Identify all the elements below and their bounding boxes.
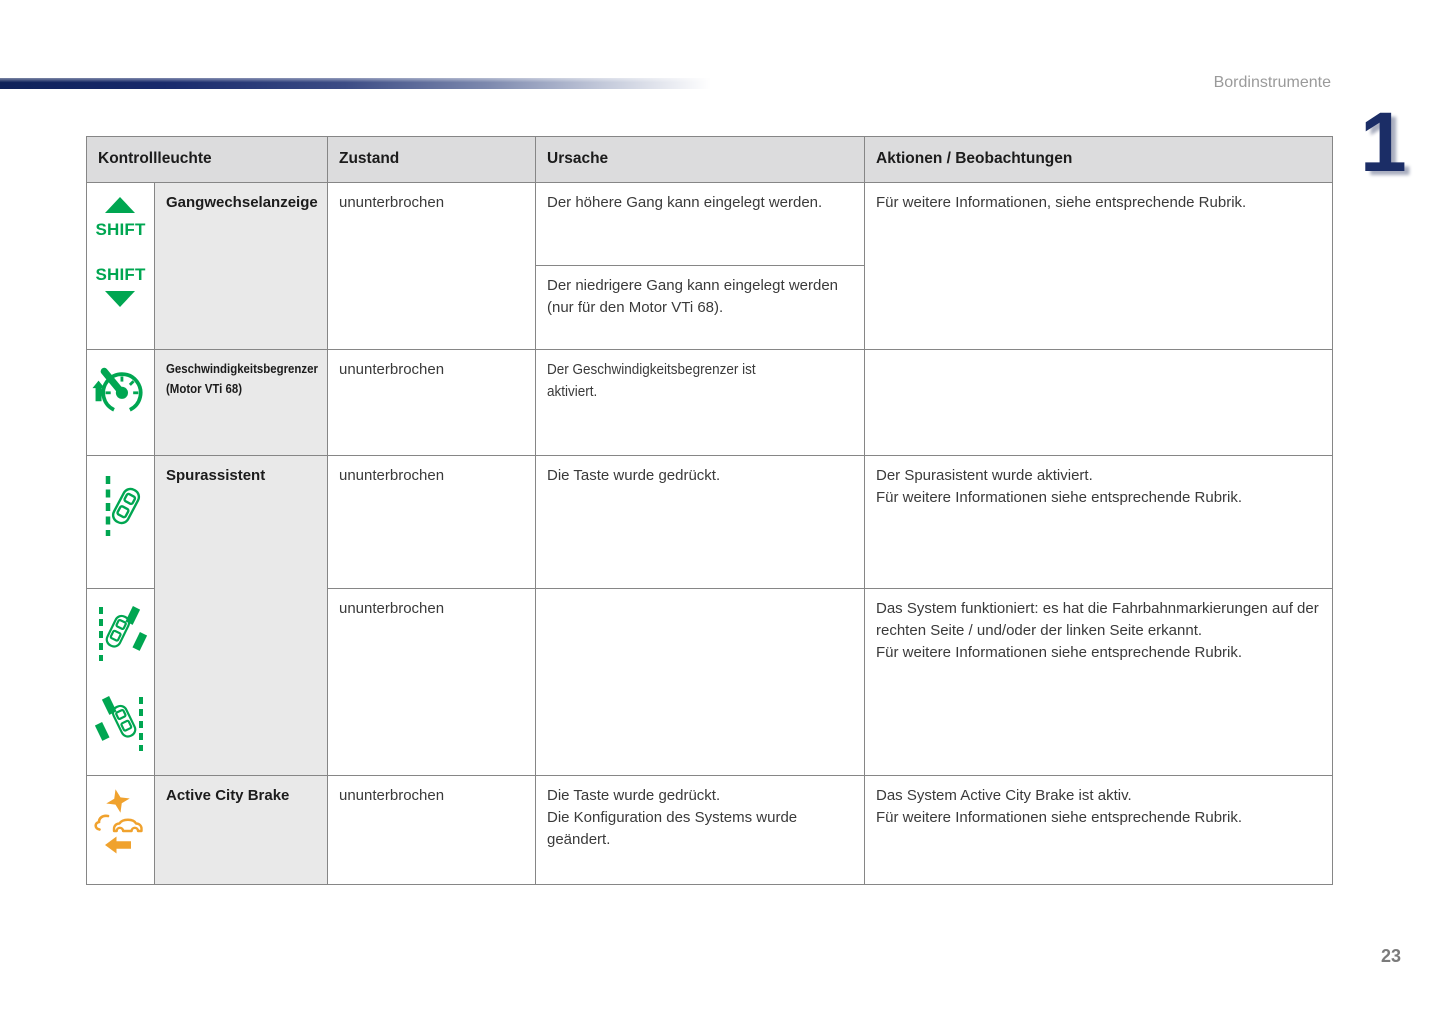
lane-departure-left-icon: [95, 691, 147, 757]
state-cell: ununterbrochen: [328, 589, 536, 776]
state-cell: ununterbrochen: [328, 183, 536, 350]
collision-mitigation-icon: [94, 788, 148, 856]
table-row: [87, 456, 155, 589]
shift-down-arrow-icon: [105, 291, 135, 307]
indicator-name: Gangwechselanzeige: [155, 183, 328, 350]
lane-assist-car-icon: [101, 468, 141, 544]
header-gradient-bar: [0, 78, 718, 89]
actions-cell: Das System Active City Brake ist aktiv. Für weitere Informationen siehe entsprechende Rubrik.: [865, 776, 1333, 885]
indicator-name: Active City Brake: [155, 776, 328, 885]
cause-cell: Die Taste wurde gedrückt.: [536, 456, 865, 589]
column-header-state: Zustand: [328, 137, 536, 183]
table-row: [87, 776, 155, 885]
gear-shift-indicator-icon: [95, 197, 145, 307]
shift-up-arrow-icon: [105, 197, 135, 213]
shift-label: SHIFT: [95, 264, 146, 284]
column-header-indicator: Kontrollleuchte: [87, 137, 328, 183]
cause-cell-empty: [536, 589, 865, 776]
page-number: 23: [1381, 946, 1402, 966]
table-row: [87, 183, 155, 350]
lane-departure-right-icon: [95, 601, 147, 667]
chapter-number: 1: [1360, 95, 1407, 189]
state-cell: ununterbrochen: [328, 456, 536, 589]
actions-cell-empty: [865, 350, 1333, 456]
column-header-cause: Ursache: [536, 137, 865, 183]
cause-cell: Der niedrigere Gang kann eingelegt werden (nur für den Motor VTi 68).: [536, 266, 865, 350]
indicator-name: Geschwindigkeitsbegrenzer (Motor VTi 68): [155, 350, 328, 456]
indicator-name: Spurassistent: [155, 456, 328, 776]
shift-label: SHIFT: [95, 220, 146, 239]
column-header-actions: Aktionen / Beobachtungen: [865, 137, 1333, 183]
cause-cell: Der höhere Gang kann eingelegt werden.: [536, 183, 865, 266]
cause-cell: Die Taste wurde gedrückt. Die Konfiguration des Systems wurde geändert.: [536, 776, 865, 885]
speed-limiter-icon: [92, 362, 150, 418]
actions-cell: Der Spurasistent wurde aktiviert. Für weitere Informationen siehe entsprechende Rubrik.: [865, 456, 1333, 589]
state-cell: ununterbrochen: [328, 350, 536, 456]
actions-cell: Das System funktioniert: es hat die Fahrbahnmarkierungen auf der rechten Seite / und/oder der linken Seite erkannt. Für weitere Informationen siehe entsprechende Rubrik.: [865, 589, 1333, 776]
cause-cell: Der Geschwindigkeitsbegrenzer ist aktiviert.: [536, 350, 865, 456]
state-cell: ununterbrochen: [328, 776, 536, 885]
actions-cell: Für weitere Informationen, siehe entsprechende Rubrik.: [865, 183, 1333, 350]
table-row: [87, 350, 155, 456]
table-row: [87, 589, 155, 776]
header-section-label: Bordinstrumente: [1213, 74, 1331, 91]
indicator-table: [86, 136, 1333, 885]
